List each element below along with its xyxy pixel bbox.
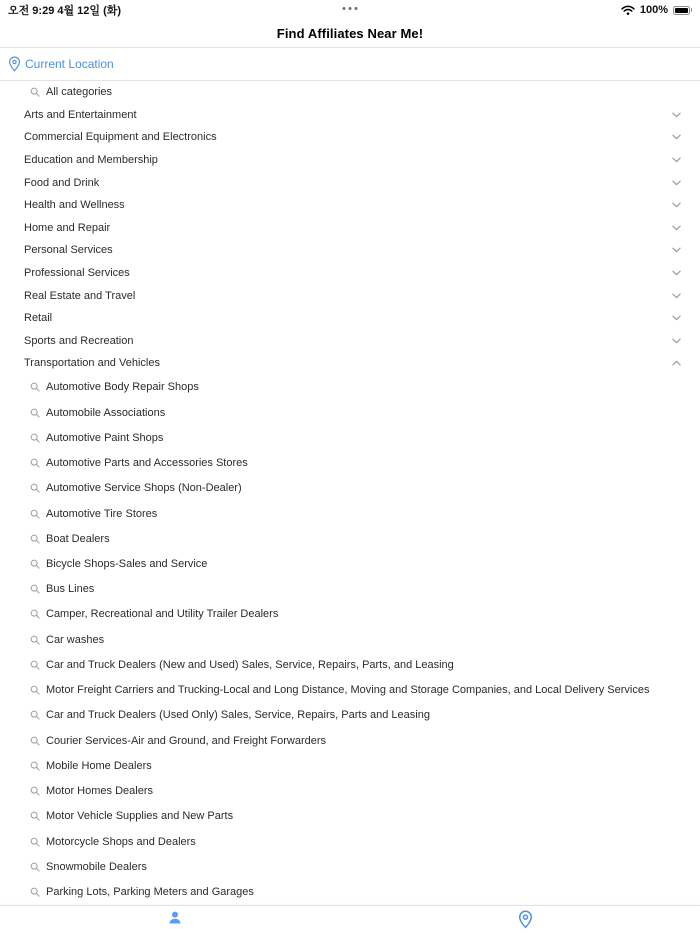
location-pin-icon xyxy=(518,910,533,929)
category-row[interactable] xyxy=(0,239,700,262)
status-time-date: 오전 9:29 4월 12일 (화) xyxy=(8,5,122,17)
subcategory-row[interactable] xyxy=(0,375,700,400)
subcategory-label: Automotive Body Repair Shops xyxy=(46,381,199,394)
subcategory-label: Bicycle Shops-Sales and Service xyxy=(46,557,208,570)
status-bar xyxy=(0,0,700,20)
chevron-down-icon xyxy=(672,202,681,208)
category-label: Professional Services xyxy=(24,267,130,280)
all-categories-row[interactable] xyxy=(0,81,700,104)
all-categories-label: All categories xyxy=(46,86,113,99)
search-icon xyxy=(30,483,40,493)
subcategory-row[interactable] xyxy=(0,753,700,778)
category-label: Arts and Entertainment xyxy=(24,108,137,121)
category-label: Commercial Equipment and Electronics xyxy=(24,131,217,144)
bottom-tab-bar xyxy=(0,905,700,934)
category-row[interactable] xyxy=(0,307,700,330)
subcategory-label: Automobile Associations xyxy=(46,406,166,419)
subcategory-label: Car and Truck Dealers (New and Used) Sales, Service, Repairs, Parts, and Leasing xyxy=(46,658,454,671)
search-icon xyxy=(30,837,40,847)
search-icon xyxy=(30,710,40,720)
chevron-down-icon xyxy=(672,157,681,163)
subcategory-label: Motor Freight Carriers and Trucking-Local and Long Distance, Moving and Storage Companies, and Local Delivery Services xyxy=(46,684,650,697)
battery-percent: 100% xyxy=(639,4,668,16)
subcategory-row[interactable] xyxy=(0,450,700,475)
subcategory-row[interactable] xyxy=(0,551,700,576)
category-row[interactable] xyxy=(0,126,700,149)
search-icon xyxy=(30,887,40,897)
search-icon xyxy=(30,635,40,645)
chevron-down-icon xyxy=(672,180,681,186)
category-row[interactable] xyxy=(0,149,700,172)
search-icon xyxy=(30,458,40,468)
category-row[interactable] xyxy=(0,330,700,353)
subcategory-label: Automotive Service Shops (Non-Dealer) xyxy=(46,482,242,495)
wifi-icon xyxy=(621,5,635,16)
category-row[interactable] xyxy=(0,217,700,240)
chevron-down-icon xyxy=(672,270,681,276)
subcategory-rows xyxy=(0,375,700,905)
subcategory-label: Bus Lines xyxy=(46,583,95,596)
subcategory-label: Boat Dealers xyxy=(46,532,110,545)
search-icon xyxy=(30,382,40,392)
chevron-down-icon xyxy=(672,247,681,253)
subcategory-row[interactable] xyxy=(0,829,700,854)
search-icon xyxy=(30,509,40,519)
search-icon xyxy=(30,559,40,569)
search-icon xyxy=(30,660,40,670)
category-label: Real Estate and Travel xyxy=(24,289,136,302)
category-label: Retail xyxy=(24,312,53,325)
subcategory-row[interactable] xyxy=(0,879,700,904)
person-icon xyxy=(167,910,183,926)
category-label: Health and Wellness xyxy=(24,199,125,212)
subcategory-label: Courier Services-Air and Ground, and Freight Forwarders xyxy=(46,734,327,747)
subcategory-row[interactable] xyxy=(0,652,700,677)
subcategory-row[interactable] xyxy=(0,627,700,652)
subcategory-label: Motorcycle Shops and Dealers xyxy=(46,835,196,848)
chevron-down-icon xyxy=(672,225,681,231)
category-row[interactable] xyxy=(0,194,700,217)
current-location-label: Current Location xyxy=(25,57,114,71)
category-label: Food and Drink xyxy=(24,176,100,189)
subcategory-row[interactable] xyxy=(0,703,700,728)
chevron-down-icon xyxy=(672,134,681,140)
chevron-down-icon xyxy=(672,112,681,118)
subcategory-label: Snowmobile Dealers xyxy=(46,860,147,873)
category-row[interactable] xyxy=(0,104,700,127)
subcategory-row[interactable] xyxy=(0,854,700,879)
subcategory-row[interactable] xyxy=(0,778,700,803)
search-icon xyxy=(30,584,40,594)
multitask-dots-icon[interactable] xyxy=(343,7,358,10)
subcategory-row[interactable] xyxy=(0,425,700,450)
subcategory-label: Motor Homes Dealers xyxy=(46,785,153,798)
subcategory-row[interactable] xyxy=(0,476,700,501)
subcategory-label: Automotive Tire Stores xyxy=(46,507,158,520)
search-icon xyxy=(30,433,40,443)
battery-icon xyxy=(673,6,692,15)
search-icon xyxy=(30,811,40,821)
subcategory-row[interactable] xyxy=(0,577,700,602)
category-row[interactable] xyxy=(0,284,700,307)
subcategory-label: Mobile Home Dealers xyxy=(46,759,152,772)
subcategory-row[interactable] xyxy=(0,501,700,526)
chevron-down-icon xyxy=(672,338,681,344)
category-label: Education and Membership xyxy=(24,154,158,167)
subcategory-label: Automotive Paint Shops xyxy=(46,431,164,444)
page-title: Find Affiliates Near Me! xyxy=(276,26,424,41)
subcategory-label: Parking Lots, Parking Meters and Garages xyxy=(46,886,254,899)
header xyxy=(0,20,700,48)
tab-profile[interactable] xyxy=(0,906,350,934)
subcategory-label: Camper, Recreational and Utility Trailer Dealers xyxy=(46,608,279,621)
subcategory-row[interactable] xyxy=(0,678,700,703)
subcategory-row[interactable] xyxy=(0,526,700,551)
search-icon xyxy=(30,862,40,872)
subcategory-row[interactable] xyxy=(0,804,700,829)
subcategory-label: Automotive Parts and Accessories Stores xyxy=(46,457,248,470)
search-icon xyxy=(30,786,40,796)
category-label: Transportation and Vehicles xyxy=(24,357,160,370)
category-label: Sports and Recreation xyxy=(24,334,134,347)
subcategory-row[interactable] xyxy=(0,728,700,753)
chevron-down-icon xyxy=(672,315,681,321)
search-icon xyxy=(30,761,40,771)
category-row[interactable] xyxy=(0,171,700,194)
subcategory-label: Motor Vehicle Supplies and New Parts xyxy=(46,810,234,823)
search-icon xyxy=(30,736,40,746)
chevron-up-icon xyxy=(672,360,681,366)
search-icon xyxy=(30,685,40,695)
current-location-button[interactable] xyxy=(0,48,700,81)
search-icon xyxy=(30,534,40,544)
tab-map[interactable] xyxy=(350,906,700,934)
search-icon xyxy=(30,609,40,619)
category-label: Personal Services xyxy=(24,244,113,257)
category-label: Home and Repair xyxy=(24,221,111,234)
subcategory-label: Car washes xyxy=(46,633,105,646)
subcategory-row[interactable] xyxy=(0,602,700,627)
subcategory-label: Car and Truck Dealers (Used Only) Sales, Service, Repairs, Parts and Leasing xyxy=(46,709,430,722)
chevron-down-icon xyxy=(672,293,681,299)
search-icon xyxy=(30,408,40,418)
search-icon xyxy=(30,87,40,97)
subcategory-row[interactable] xyxy=(0,400,700,425)
location-pin-icon xyxy=(8,56,21,72)
category-row[interactable] xyxy=(0,352,700,375)
category-row[interactable] xyxy=(0,262,700,285)
category-list xyxy=(0,81,700,905)
category-rows xyxy=(0,104,700,375)
